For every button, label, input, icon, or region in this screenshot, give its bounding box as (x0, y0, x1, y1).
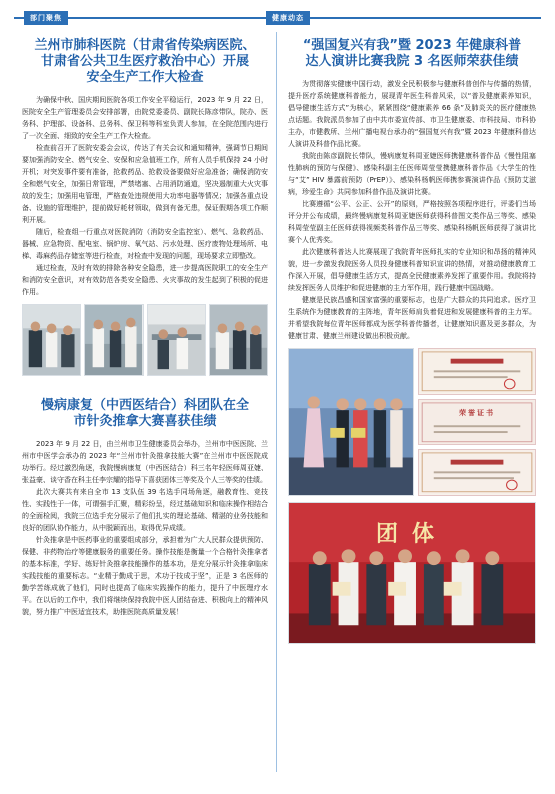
left-column (22, 34, 268, 618)
certificate-stack (418, 348, 536, 496)
article2-title: 慢病康复（中西医结合）科团队在全 市针灸推拿大赛喜获佳绩 (40, 398, 249, 429)
certificate-2 (418, 399, 536, 446)
team-banner-text: 团体 (375, 522, 448, 547)
inspection-photo-1 (22, 304, 81, 376)
section-tag-right: 健康动态 (266, 11, 310, 25)
column-divider (276, 32, 277, 772)
award-ceremony-photo (288, 348, 414, 496)
article1-title: 兰州市肺科医院（甘肃省传染病医院、 甘肃省公共卫生医疗救治中心）开展 安全生产工作大检查 (34, 38, 256, 85)
award-photos (288, 348, 536, 496)
page-header (14, 10, 541, 26)
article3-body: 为贯彻落实健康中国行动，激发全民积极参与健康科普创作与传播的热情，提升医疗系统健康科普能力，展现青年医生科普风采，以“普及健康素养知识，倡导健康生活方式”为核心，紧紧围绕“健康素养 66 条”及肺炎关的医疗健康热点话题。我院派员参加了由中共市委宣传部、市卫生健康委、市科技局、市科协主办，市健教所、兰州广播电视台承办的“强国复兴有我”暨 2023 年健康科普达人演讲及科普作品比赛。 我院由陈彦副院长带队，慢病康复科周亚婕医师携健康科普作品《慢性阻塞性肺病的预防与保健》、感染科副主任医师周莹莹携健康科普作品《大学生的性与“艾” HIV 暴露前预防（PrEP）》、感染科杨帆医师携参赛演讲作品《预防艾滋病，珍爱生命》共同参加科普作品及演讲比赛。 比赛遵循“公平、公正、公开”的原则，严格按照各项程序进行，评委们当场评分并公布成绩，最终慢病康复科周亚婕医师获得科普图文类作品三等奖、感染科周莹莹副主任医师获得视频类科普作品三等奖、感染科杨帆医师获得了演讲比赛个人优秀奖。 此次健康科普达人比赛展现了我院青年医师扎实的专业知识和昂扬的精神风貌，进一步激发我院医务人员投身健康科普知识宣讲的热情，对推动健康教育工作深入开展，倡导健康生活方式，提高全民健康素养发挥了重要作用。我院将持续发挥医务人员维护和促进健康的主力军作用，践行健康中国战略。 健康是民族昌盛和国家富强的重要标志，也是广大群众的共同追求。医疗卫生系统作为健康教育的主阵地，青年医师肩负着促进和发展健康科普的主力军。并希望我院每位青年医师都成为医学科普传播者，让健康知识惠及更多群众，为健康甘肃、健康兰州建设做出积极贡献。 (288, 80, 536, 340)
team-award-photo (288, 502, 536, 644)
certificate-3 (418, 449, 536, 496)
article1-photos (22, 304, 268, 376)
certificate-title: 荣誉证书 (458, 408, 495, 417)
article3-title: “强国复兴有我”暨 2023 年健康科普 达人演讲比赛我院 3 名医师荣获佳绩 (302, 38, 522, 69)
inspection-photo-2 (84, 304, 143, 376)
inspection-photo-4 (209, 304, 268, 376)
inspection-photo-3 (147, 304, 206, 376)
right-column (288, 34, 536, 644)
section-tag-left: 部门聚焦 (24, 11, 68, 25)
article2-body: 2023 年 9 月 22 日，由兰州市卫生健康委员会举办，兰州市中医医院、兰州市中医学会承办的 2023 年“兰州市针灸推拿技能大赛”在兰州市中医医院成功举行。经过激烈角逐，我院慢病康复（中西医结合）科三名年轻医师周亚婕、张益豪、谈守香在科主任李宗耀的指导下喜获团体三等奖及个人三等奖的佳绩。 此次大赛共有来自全市 13 支队伍 39 名选手同场角逐，融教育性、竞技性、实践性于一体，可谓强手汇聚，精彩纷呈，经过基础知识和临床操作相结合的全面检阅，我院三位选手充分展示了他们扎实的理论基础、精湛的业务技能和良好的团队协作能力，从中脱颖而出，取得优异成绩。 针灸推拿是中医药事业的重要组成部分，承担着为广大人民群众提供预防、保健、非药物治疗等健康服务的重要任务。操作技能是衡量一个合格针灸推拿者的基本标准，学好、练好针灸推拿技能操作的基本功，是充分展示针灸推拿临床实践技能的重要标志。“业精于勤成于思，术功于技成于坚”，正是 3 名医师的勤学苦练成就了他们，同时也提高了临床实践操作的能力，提升了中医理疗水平。在以后的工作中，我们将继续保持我院中医人团结奋进、积极向上的精神风貌，努力推广中医适宜技术，助推医院高质量发展！ (22, 440, 268, 616)
certificate-1 (418, 348, 536, 395)
article1-body: 为确保中秋、国庆期间医院各项工作安全平稳运行，2023 年 9 月 22 日，医院安全生产管理委员会安排部署，由院党委委员、副院长陈彦带队，院办、医务科、护理部、设备科、总务科、保卫科等科室负责人参加，在全院范围内进行了一次全面、细致的安全生产工作大检查。 检查前召开了医院安委会会议，传达了有关会议和通知精神，强调节日期间要加强消防安全、燃气安全、安保和应急值班工作，所有人员手机保持 24 小时开机；对突发事件要有准备，抢救药品、抢救设备要做好应急准备；确保消防安全和燃气安全，加强日常管理，严禁堵塞、占用消防通道，坚决遏制重大火灾事故的发生；加强用电管理，严格查处违规使用大功率电器等情况；加强各重点设备、设施的管理维护，提前做好耗材领取，做到有备无患，保证假期各项工作顺利开展。 随后，检查组一行重点对医院消防（消防安全监控室）、燃气、急救药品、器械、应急物资、配电室、锅炉房、氧气站、污水处理、医疗废物处理场所、电梯、毒麻药品存储室等进行检查，对检查中发现的问题，现场要求立即整改。 通过检查，及时有效的排除各种安全隐患，进一步提高医院职工的安全生产和消防安全意识，对有效防范各类安全隐患、火灾事故的发生起到了积极的促进作用。 (22, 96, 268, 296)
